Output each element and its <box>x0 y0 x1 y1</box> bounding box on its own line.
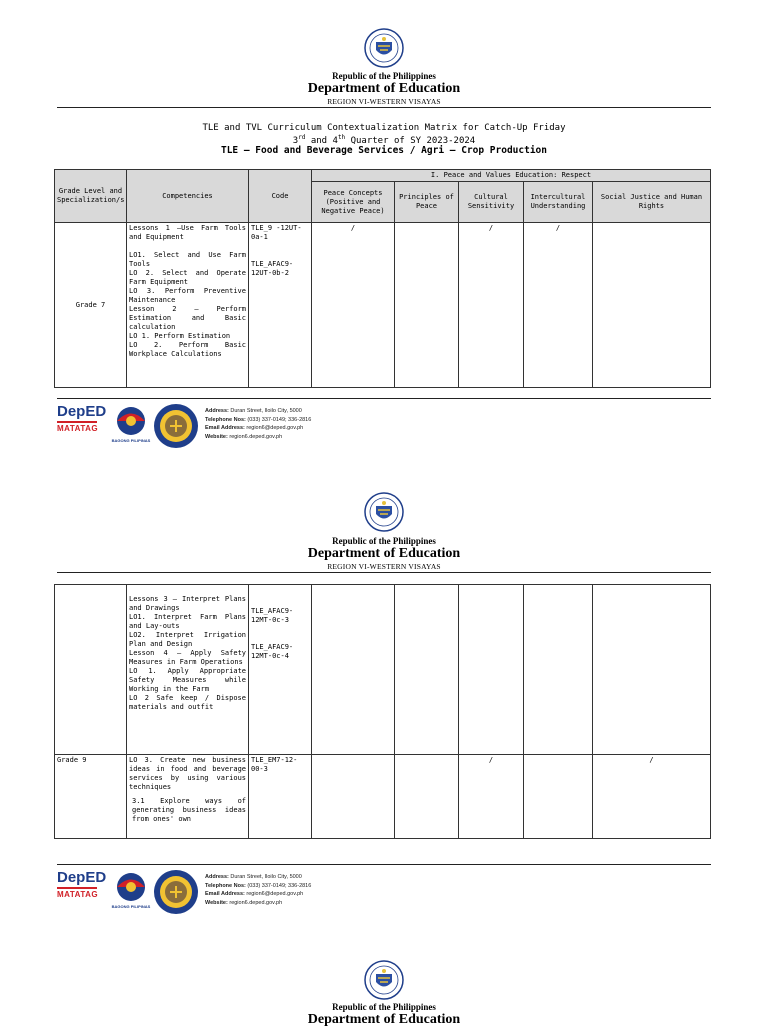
competency-cell: Lessons 3 – Interpret Plans and Drawings LO1. Interpret Farm Plans and Lay-outs LO2. Interpret Irrigation Plan and Design Lesson 4 – Apply Safety Measures in Farm Operations LO 1. Apply Appropriate Safety Measures while Working in the Farm LO 2 Safe keep / Dispose materials and outfit <box>127 585 249 755</box>
doc-title: TLE and TVL Curriculum Contextualization Matrix for Catch-Up Friday <box>202 123 566 133</box>
department-label: Department of Education <box>307 546 461 561</box>
department-label: Department of Education <box>307 1012 461 1027</box>
footer-divider <box>57 398 711 399</box>
doc-subject: TLE – Food and Beverage Services / Agri – Crop Production <box>220 145 547 156</box>
cultural-check: / <box>459 223 524 388</box>
region-label: REGION VI-WESTERN VISAYAS <box>327 562 441 571</box>
peace-check <box>312 585 395 755</box>
header-code: Code <box>249 170 312 223</box>
department-label: Department of Education <box>307 81 461 96</box>
footer-address-block: Address: Duran Street, Iloilo City, 5000 Telephone Nos: (033) 337-0149; 336-2816 Email Address: region6@deped.gov.ph Website: region6.deped.gov.ph <box>205 874 312 906</box>
grade-cell: Grade 7 <box>55 223 127 388</box>
header-competencies: Competencies <box>127 170 249 223</box>
header-intercultural: Intercultural Understanding <box>524 182 593 223</box>
peace-check <box>312 755 395 839</box>
intercultural-check <box>524 585 593 755</box>
header-divider <box>57 107 711 108</box>
principles-check <box>395 585 459 755</box>
header-peace-concepts: Peace Concepts (Positive and Negative Peace) <box>312 182 395 223</box>
table-row <box>55 755 711 839</box>
deped-matatag-logo: DepED MATATAG <box>57 403 107 433</box>
region-seal-icon <box>153 403 199 449</box>
footer-address-block: Address: Duran Street, Iloilo City, 5000 Telephone Nos: (033) 337-0149; 336-2816 Email Address: region6@deped.gov.ph Website: region6.deped.gov.ph <box>205 408 312 440</box>
principles-check <box>395 755 459 839</box>
deped-seal-icon <box>364 28 404 68</box>
social-check: / <box>593 755 711 839</box>
matrix-table-page1 <box>54 169 711 388</box>
republic-label: Republic of the Philippines <box>332 1002 436 1012</box>
code-cell: TLE_EM7-12-00-3 <box>249 755 312 839</box>
header-cultural: Cultural Sensitivity <box>459 182 524 223</box>
intercultural-check <box>524 755 593 839</box>
republic-label: Republic of the Philippines <box>332 71 436 81</box>
code-cell: TLE_AFAC9-12MT-0c-3 TLE_AFAC9-12MT-0c-4 <box>249 585 312 755</box>
table-row <box>55 585 711 755</box>
principles-check <box>395 223 459 388</box>
deped-seal-icon <box>364 960 404 1000</box>
peace-check: / <box>312 223 395 388</box>
social-check <box>593 223 711 388</box>
social-check <box>593 585 711 755</box>
bagong-pilipinas-logo-icon <box>111 404 151 444</box>
header-divider <box>57 572 711 573</box>
cultural-check <box>459 585 524 755</box>
grade-cell: Grade 9 <box>55 755 127 839</box>
doc-quarter: 3rd and 4th Quarter of SY 2023-2024 <box>292 134 476 146</box>
table-row <box>55 223 711 388</box>
deped-seal-icon <box>364 492 404 532</box>
code-cell: TLE_9 -12UT-0a-1 TLE_AFAC9-12UT-0b-2 <box>249 223 312 388</box>
intercultural-check: / <box>524 223 593 388</box>
header-social-justice: Social Justice and Human Rights <box>593 182 711 223</box>
footer-divider <box>57 864 711 865</box>
grade-cell <box>55 585 127 755</box>
deped-matatag-logo: DepED MATATAG <box>57 869 107 899</box>
svg-text:BAGONG PILIPINAS: BAGONG PILIPINAS <box>111 438 151 443</box>
header-grade: Grade Level and Specialization/s <box>55 170 127 223</box>
region-label: REGION VI-WESTERN VISAYAS <box>327 97 441 106</box>
republic-label: Republic of the Philippines <box>332 536 436 546</box>
header-principles: Principles of Peace <box>395 182 459 223</box>
svg-text:BAGONG PILIPINAS: BAGONG PILIPINAS <box>111 904 151 909</box>
competency-cell: Lessons 1 –Use Farm Tools and Equipment LO1. Select and Use Farm Tools LO 2. Select and Operate Farm Equipment LO 3. Perform Preventive Maintenance Lesson 2 – Perform Estimation and Basic calculation LO 1. Perform Estimation LO 2. Perform Basic Workplace Calculations <box>127 223 249 388</box>
cultural-check: / <box>459 755 524 839</box>
competency-cell: LO 3. Create new business ideas in food and beverage services by using various techniques 3.1 Explore ways of generating business ideas from ones' own <box>127 755 249 839</box>
bagong-pilipinas-logo-icon <box>111 870 151 910</box>
matrix-table-page2 <box>54 584 711 839</box>
header-peace-values: I. Peace and Values Education: Respect <box>312 170 711 182</box>
region-seal-icon <box>153 869 199 915</box>
